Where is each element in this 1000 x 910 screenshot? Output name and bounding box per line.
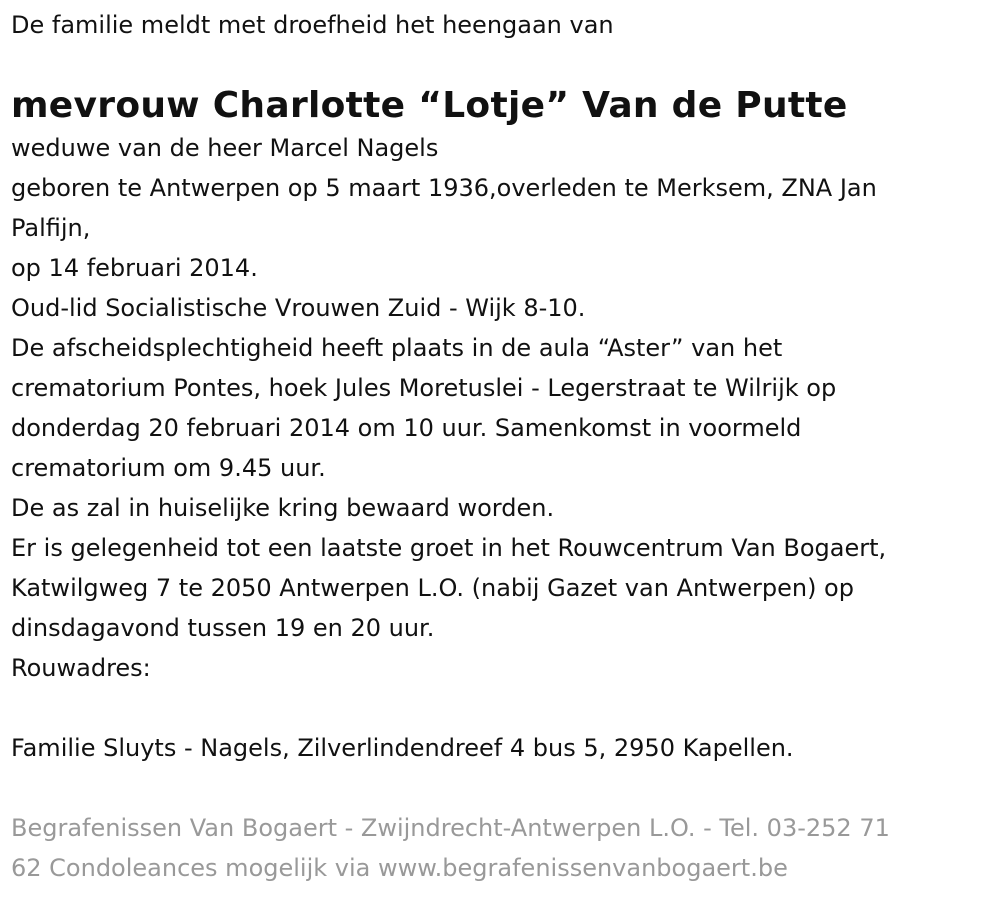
deceased-name: mevrouw Charlotte “Lotje” Van de Putte bbox=[11, 85, 848, 126]
notice-line: Er is gelegenheid tot een laatste groet in het Rouwcentrum Van Bogaert, bbox=[11, 534, 887, 562]
spacer bbox=[11, 688, 989, 728]
funeral-home-footer bbox=[11, 808, 989, 888]
footer-line: Begrafenissen Van Bogaert - Zwijndrecht-Antwerpen L.O. - Tel. 03-252 71 bbox=[11, 814, 890, 842]
notice-line: De afscheidsplechtigheid heeft plaats in de aula “Aster” van het bbox=[11, 334, 783, 362]
footer-line: 62 Condoleances mogelijk via www.begrafenissenvanbogaert.be bbox=[11, 854, 788, 882]
notice-line: geboren te Antwerpen op 5 maart 1936,overleden te Merksem, ZNA Jan bbox=[11, 174, 877, 202]
notice-line: Oud-lid Socialistische Vrouwen Zuid - Wijk 8-10. bbox=[11, 294, 586, 322]
notice-line: Katwilgweg 7 te 2050 Antwerpen L.O. (nabij Gazet van Antwerpen) op bbox=[11, 574, 854, 602]
notice-body bbox=[11, 128, 989, 768]
notice-line: donderdag 20 februari 2014 om 10 uur. Samenkomst in voormeld bbox=[11, 414, 802, 442]
notice-line: op 14 februari 2014. bbox=[11, 254, 258, 282]
mourning-address-label: Rouwadres: bbox=[11, 654, 151, 682]
notice-line: dinsdagavond tussen 19 en 20 uur. bbox=[11, 614, 435, 642]
notice-line: Palfijn, bbox=[11, 214, 91, 242]
notice-line: weduwe van de heer Marcel Nagels bbox=[11, 134, 439, 162]
notice-line: De as zal in huiselijke kring bewaard worden. bbox=[11, 494, 555, 522]
intro-text: De familie meldt met droefheid het heengaan van bbox=[11, 11, 614, 39]
notice-line: crematorium om 9.45 uur. bbox=[11, 454, 326, 482]
notice-line: crematorium Pontes, hoek Jules Moretuslei - Legerstraat te Wilrijk op bbox=[11, 374, 837, 402]
mourning-address: Familie Sluyts - Nagels, Zilverlindendreef 4 bus 5, 2950 Kapellen. bbox=[11, 734, 794, 762]
death-notice bbox=[11, 6, 989, 888]
